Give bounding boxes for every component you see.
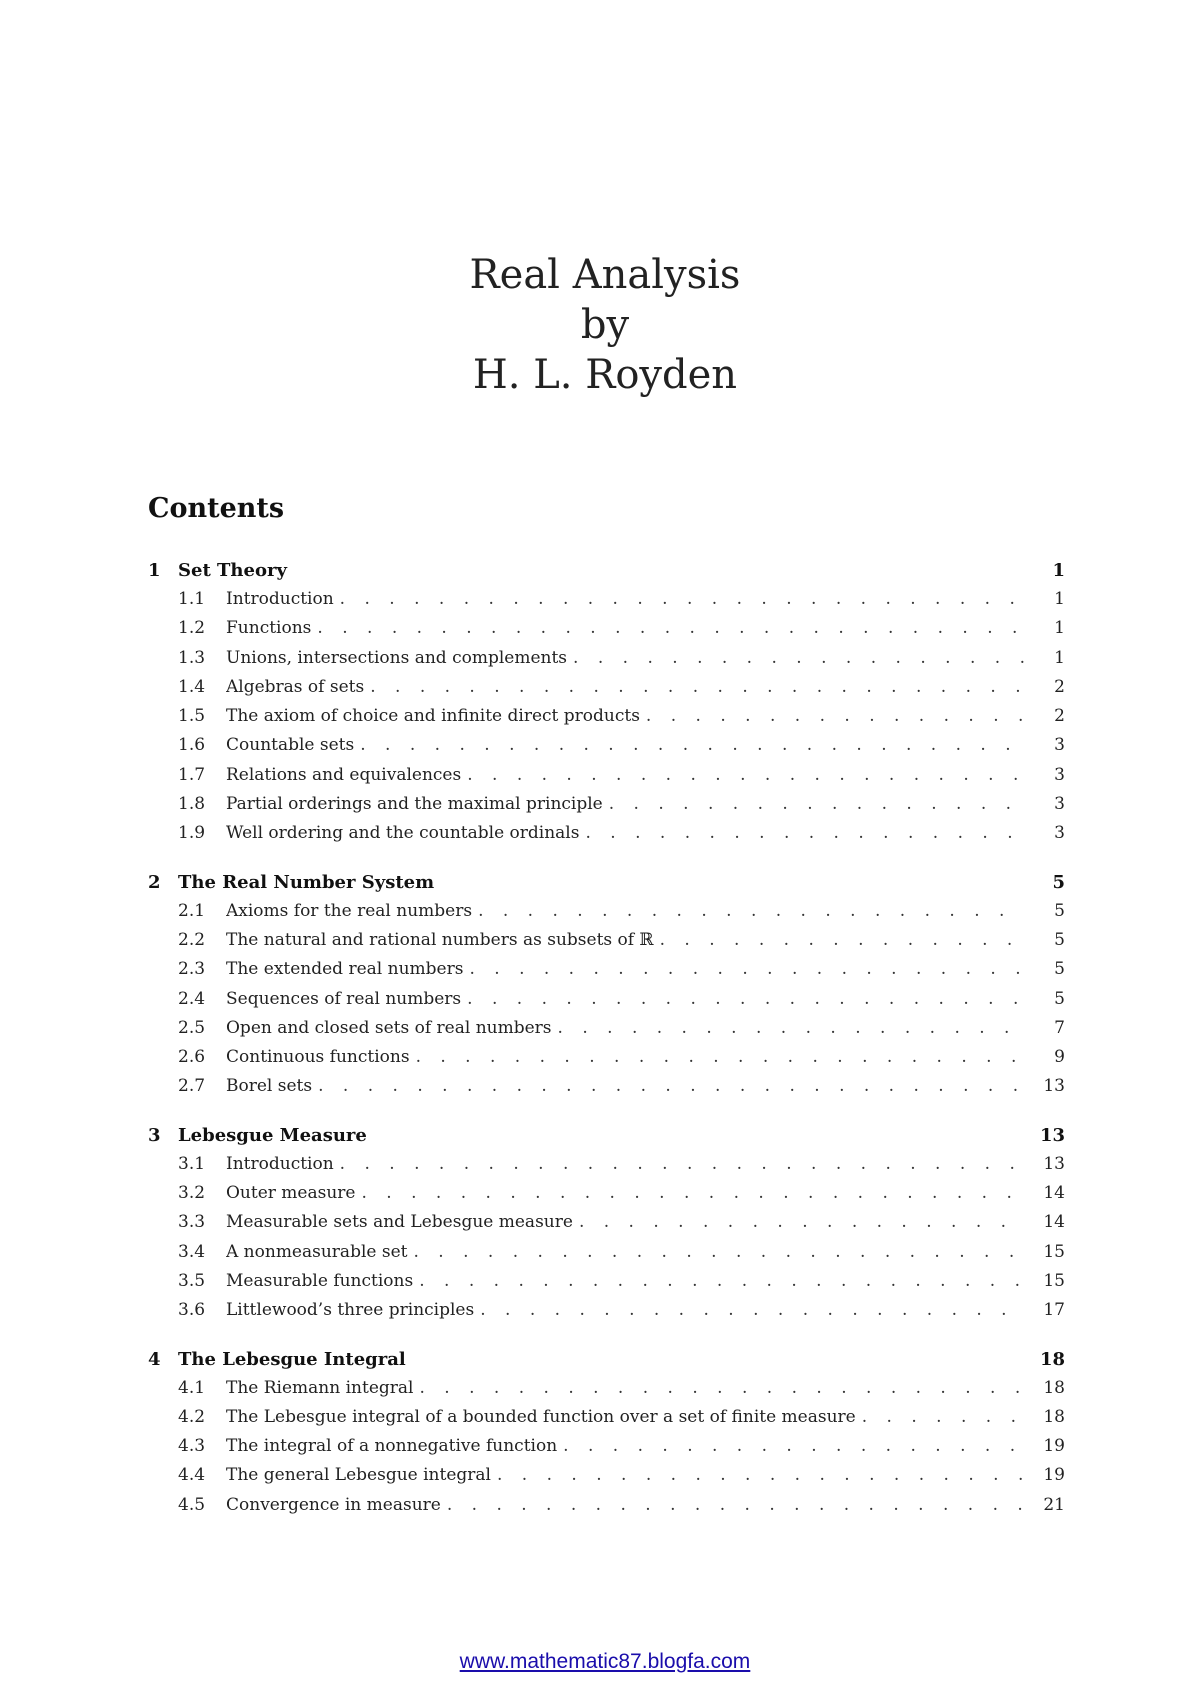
section-number: 3.2	[178, 1183, 206, 1204]
chapter-number: 1	[148, 560, 161, 581]
toc-section-row[interactable]	[148, 1154, 1065, 1183]
section-title: Continuous functions	[226, 1047, 410, 1068]
chapter-page-number: 13	[1039, 1124, 1065, 1146]
dot-leader	[563, 1436, 1025, 1456]
section-title-wrap	[226, 589, 1025, 609]
section-title: Algebras of sets	[226, 676, 365, 697]
section-title: Sequences of real numbers	[226, 988, 462, 1009]
section-page-number: 13	[1043, 1153, 1065, 1174]
section-title: The general Lebesgue integral	[226, 1465, 491, 1486]
footer-website-link[interactable]: www.mathematic87.blogfa.com	[459, 1650, 751, 1673]
section-title-wrap	[226, 901, 1025, 921]
dot-leader	[416, 1047, 1025, 1067]
section-title: Introduction	[226, 1153, 334, 1174]
section-title-wrap	[226, 1407, 1025, 1427]
section-title-wrap	[226, 989, 1025, 1009]
section-number: 1.8	[178, 794, 206, 815]
section-page-number: 19	[1043, 1465, 1065, 1486]
section-number: 4.5	[178, 1494, 206, 1515]
dot-leader	[413, 1242, 1025, 1262]
dot-leader	[317, 618, 1025, 638]
section-page-number: 3	[1054, 823, 1065, 844]
section-number: 1.2	[178, 618, 206, 639]
dot-leader	[609, 794, 1025, 814]
toc-chapter	[148, 560, 1065, 853]
section-title: Introduction	[226, 589, 334, 609]
toc-chapter-row[interactable]	[148, 1349, 1065, 1378]
dot-leader	[573, 648, 1025, 668]
section-number: 1.7	[178, 764, 206, 785]
dot-leader	[478, 901, 1025, 921]
dot-leader	[361, 1183, 1025, 1203]
table-of-contents	[148, 560, 1065, 1543]
section-page-number: 3	[1054, 764, 1065, 785]
contents-heading: Contents	[148, 493, 285, 524]
section-title: Unions, intersections and complements	[226, 647, 568, 668]
chapter-page-number: 1	[1052, 560, 1065, 581]
section-number: 1.9	[178, 823, 206, 844]
section-number: 4.1	[178, 1377, 206, 1398]
chapter-title: The Real Number System	[178, 871, 435, 893]
dot-leader	[340, 1154, 1025, 1174]
section-title-wrap	[226, 794, 1025, 814]
section-number: 4.4	[178, 1465, 206, 1486]
toc-section-row[interactable]	[148, 1495, 1065, 1524]
toc-section-row[interactable]	[148, 1378, 1065, 1407]
section-number: 4.2	[178, 1406, 206, 1427]
section-title-wrap	[226, 930, 1025, 950]
section-page-number: 1	[1054, 589, 1065, 609]
dot-leader	[579, 1212, 1025, 1232]
toc-section-row[interactable]	[148, 823, 1065, 852]
section-title-wrap	[226, 735, 1025, 755]
book-author: H. L. Royden	[472, 352, 738, 398]
dot-leader	[585, 823, 1025, 843]
section-number: 2.3	[178, 959, 206, 980]
dot-leader	[469, 959, 1025, 979]
section-page-number: 3	[1054, 794, 1065, 815]
section-title-wrap	[226, 1154, 1025, 1174]
section-page-number: 5	[1054, 900, 1065, 921]
section-page-number: 14	[1043, 1183, 1065, 1204]
chapter-page-number: 5	[1052, 871, 1065, 893]
section-number: 2.1	[178, 900, 206, 921]
toc-section-row[interactable]	[148, 1436, 1065, 1465]
section-page-number: 13	[1043, 1076, 1065, 1097]
section-title: The integral of a nonnegative function	[226, 1436, 558, 1457]
section-title-wrap	[226, 1076, 1025, 1096]
toc-section-row[interactable]	[148, 1076, 1065, 1105]
dot-leader	[558, 1018, 1025, 1038]
section-number: 2.4	[178, 988, 206, 1009]
toc-section-row[interactable]	[148, 1183, 1065, 1212]
chapter-title: The Lebesgue Integral	[178, 1348, 406, 1370]
toc-chapter-row[interactable]	[148, 1125, 1065, 1154]
dot-leader	[419, 1378, 1025, 1398]
section-page-number: 2	[1054, 676, 1065, 697]
section-title-wrap	[226, 765, 1025, 785]
dot-leader	[318, 1076, 1025, 1096]
section-title: The Riemann integral	[226, 1377, 414, 1398]
section-page-number: 19	[1043, 1436, 1065, 1457]
section-number: 3.6	[178, 1300, 206, 1321]
section-title-wrap	[226, 1242, 1025, 1262]
dot-leader	[862, 1407, 1025, 1427]
toc-chapter-row[interactable]	[148, 560, 1065, 589]
section-title: Countable sets	[226, 735, 355, 756]
toc-section-row[interactable]	[148, 706, 1065, 735]
title-block	[0, 250, 1200, 400]
section-number: 1.4	[178, 676, 206, 697]
dot-leader	[340, 589, 1025, 609]
toc-section-row[interactable]	[148, 959, 1065, 988]
section-title: Relations and equivalences	[226, 764, 462, 785]
section-number: 3.4	[178, 1241, 206, 1262]
dot-leader	[660, 930, 1025, 950]
toc-chapter	[148, 872, 1065, 1106]
toc-chapter-row[interactable]	[148, 872, 1065, 901]
section-title: Measurable functions	[226, 1270, 414, 1291]
toc-chapter	[148, 1349, 1065, 1524]
chapter-number: 3	[148, 1124, 161, 1146]
section-title: A nonmeasurable set	[226, 1241, 408, 1262]
section-title-wrap	[226, 1183, 1025, 1203]
section-page-number: 1	[1054, 647, 1065, 668]
section-title: The axiom of choice and infinite direct products	[226, 706, 640, 727]
section-title: The extended real numbers	[226, 959, 464, 980]
section-title: Measurable sets and Lebesgue measure	[226, 1212, 573, 1233]
chapter-title: Lebesgue Measure	[178, 1124, 367, 1146]
section-title: The Lebesgue integral of a bounded function over a set of finite measure	[226, 1406, 856, 1427]
toc-section-row[interactable]	[148, 901, 1065, 930]
toc-section-row[interactable]	[148, 677, 1065, 706]
section-title-wrap	[226, 1436, 1025, 1456]
section-page-number: 14	[1043, 1212, 1065, 1233]
toc-section-row[interactable]	[148, 930, 1065, 959]
section-title-wrap	[226, 706, 1025, 726]
dot-leader	[370, 677, 1025, 697]
section-number: 4.3	[178, 1436, 206, 1457]
section-page-number: 18	[1043, 1406, 1065, 1427]
section-title: Open and closed sets of real numbers	[226, 1017, 552, 1038]
section-number: 1.1	[178, 589, 206, 609]
chapter-title: Set Theory	[178, 560, 287, 581]
section-page-number: 15	[1043, 1241, 1065, 1262]
section-page-number: 5	[1054, 988, 1065, 1009]
section-number: 3.1	[178, 1153, 206, 1174]
section-page-number: 18	[1043, 1377, 1065, 1398]
dot-leader	[497, 1465, 1025, 1485]
section-number: 3.5	[178, 1270, 206, 1291]
section-number: 1.3	[178, 647, 206, 668]
section-title: Partial orderings and the maximal principle	[226, 794, 603, 815]
toc-section-row[interactable]	[148, 648, 1065, 677]
section-page-number: 15	[1043, 1270, 1065, 1291]
section-title: Littlewood’s three principles	[226, 1300, 475, 1321]
toc-section-row[interactable]	[148, 1465, 1065, 1494]
title-by: by	[580, 302, 630, 348]
section-title: Axioms for the real numbers	[226, 900, 473, 921]
section-title: Convergence in measure	[226, 1494, 441, 1515]
dot-leader	[480, 1300, 1025, 1320]
dot-leader	[467, 989, 1025, 1009]
chapter-page-number: 18	[1039, 1348, 1065, 1370]
section-title: Functions	[226, 618, 312, 639]
section-title-wrap	[226, 1047, 1025, 1067]
toc-section-row[interactable]	[148, 1212, 1065, 1241]
dot-leader	[419, 1271, 1025, 1291]
section-number: 2.6	[178, 1047, 206, 1068]
toc-section-row[interactable]	[148, 1300, 1065, 1329]
toc-section-row[interactable]	[148, 765, 1065, 794]
section-number: 3.3	[178, 1212, 206, 1233]
section-page-number: 1	[1054, 618, 1065, 639]
chapter-number: 4	[148, 1348, 161, 1370]
dot-leader	[447, 1495, 1025, 1515]
section-page-number: 5	[1054, 959, 1065, 980]
toc-section-row[interactable]	[148, 794, 1065, 823]
section-title-wrap	[226, 1271, 1025, 1291]
toc-section-row[interactable]	[148, 1271, 1065, 1300]
section-page-number: 5	[1054, 929, 1065, 950]
section-page-number: 21	[1043, 1494, 1065, 1515]
section-title-wrap	[226, 823, 1025, 843]
toc-section-row[interactable]	[148, 1018, 1065, 1047]
dot-leader	[646, 706, 1025, 726]
section-title-wrap	[226, 1300, 1025, 1320]
dot-leader	[467, 765, 1025, 785]
section-title-wrap	[226, 1018, 1025, 1038]
chapter-number: 2	[148, 871, 161, 893]
toc-section-row[interactable]	[148, 1047, 1065, 1076]
section-title: Well ordering and the countable ordinals	[226, 823, 580, 844]
section-title: Outer measure	[226, 1183, 356, 1204]
section-title: The natural and rational numbers as subsets of ℝ	[226, 929, 654, 950]
section-number: 2.5	[178, 1017, 206, 1038]
dot-leader	[360, 735, 1025, 755]
section-title-wrap	[226, 1465, 1025, 1485]
section-title-wrap	[226, 1378, 1025, 1398]
section-title-wrap	[226, 959, 1025, 979]
toc-chapter	[148, 1125, 1065, 1330]
section-number: 1.6	[178, 735, 206, 756]
section-title-wrap	[226, 648, 1025, 668]
book-title: Real Analysis	[469, 252, 741, 298]
section-title-wrap	[226, 677, 1025, 697]
section-title-wrap	[226, 1495, 1025, 1515]
toc-section-row[interactable]	[148, 1242, 1065, 1271]
section-number: 2.2	[178, 929, 206, 950]
toc-section-row[interactable]	[148, 989, 1065, 1018]
section-title-wrap	[226, 618, 1025, 638]
toc-section-row[interactable]	[148, 735, 1065, 764]
section-page-number: 9	[1054, 1047, 1065, 1068]
section-page-number: 3	[1054, 735, 1065, 756]
toc-section-row[interactable]	[148, 1407, 1065, 1436]
section-number: 2.7	[178, 1076, 206, 1097]
section-title-wrap	[226, 1212, 1025, 1232]
section-page-number: 2	[1054, 706, 1065, 727]
toc-section-row[interactable]	[148, 589, 1065, 618]
toc-section-row[interactable]	[148, 618, 1065, 647]
section-number: 1.5	[178, 706, 206, 727]
section-page-number: 17	[1043, 1300, 1065, 1321]
section-title: Borel sets	[226, 1076, 313, 1097]
section-page-number: 7	[1054, 1017, 1065, 1038]
